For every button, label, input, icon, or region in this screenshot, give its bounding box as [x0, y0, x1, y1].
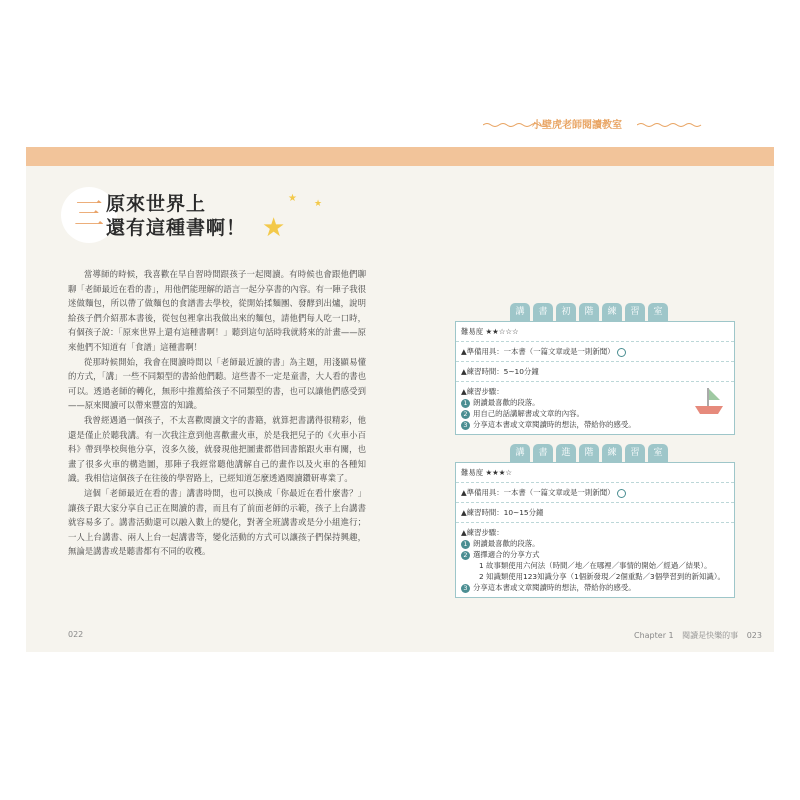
step-number-icon: 2	[461, 551, 470, 560]
practice-card-basic	[455, 321, 735, 435]
card2-tabs	[510, 444, 668, 462]
tools-text: ▲準備用具：一本書（一篇文章或是一則新聞）	[461, 347, 615, 356]
step-item	[461, 538, 729, 549]
practice-card-advanced	[455, 462, 735, 598]
difficulty: 難易度 ★★☆☆☆	[456, 322, 734, 342]
tab: 室	[648, 444, 668, 462]
small-star-icon: ★	[314, 199, 323, 209]
page-title	[106, 192, 246, 240]
step-item	[461, 408, 729, 419]
paragraph: 這個「老師最近在看的書」講書時間，也可以換成「你最近在看什麼書？」讓孩子跟大家分享自己正在閱讀的書，而且有了前面老師的示範，孩子上台講書就容易多了。講書活動還可以融入數上的變化，對著全班講書或是分小組進行；一人上台講書、兩人上台一起講書等，變化活動的方式可以讓孩子們保持興趣，無論是講書或是聽書都有不同的收穫。	[68, 487, 366, 557]
clock-icon	[617, 489, 626, 498]
tools-row	[456, 483, 734, 503]
paragraph: 從那時候開始，我會在閱讀時間以「老師最近讀的書」為主題，用淺顯易懂的方式，「講」一些不同類型的書給他們聽。這些書不一定是童書，大人看的書也可以。透過老師的轉化，無形中推薦給孩子不同類型的書，也可以讓他們感受到——原來閱讀可以帶來豐富的知識。	[68, 356, 366, 411]
large-star-icon: ★	[262, 213, 286, 243]
tab: 階	[579, 303, 599, 321]
tools-text: ▲準備用具：一本書（一篇文章或是一則新聞）	[461, 488, 615, 497]
tab: 進	[556, 444, 576, 462]
time-row: ▲練習時間：5~10分鐘	[456, 362, 734, 382]
paragraph: 當導師的時候，我喜歡在早自習時間跟孩子一起閱讀。有時候也會跟他們聊聊「老師最近在看的書」，用他們能理解的語言一起分享書的內容。有一陣子我很迷做麵包，所以帶了做麵包的食譜書去學校，從開始揉麵團、發酵到出爐，說明給孩子們介紹那本書後，從包包裡拿出我做出來的麵包，請他們每人吃一口時，有個孩子說：「原來世界上還有這種書啊！」聽到這句話時我就將來的計畫——原來他們不知道有「食譜」這種書啊！	[68, 269, 366, 352]
body-text	[68, 267, 366, 559]
step-text: 朗讀最喜歡的段落。	[473, 539, 540, 548]
tab: 練	[602, 444, 622, 462]
steps-label: ▲練習步驟：	[461, 387, 504, 396]
tab: 書	[533, 303, 553, 321]
steps-row	[456, 523, 734, 597]
sub-step: 2 知識類使用123知識分享（1個新發現／2個重點／3個學習到的新知識）。	[479, 572, 725, 581]
tab: 講	[510, 444, 530, 462]
tab: 室	[648, 303, 668, 321]
step-number-icon: 1	[461, 399, 470, 408]
clock-icon	[617, 348, 626, 357]
step-text: 分享這本書或文章閱讀時的想法，帶給你的感受。	[473, 420, 636, 429]
step-text: 分享這本書或文章閱讀時的想法，帶給你的感受。	[473, 583, 636, 592]
footer-chapter: Chapter 1	[634, 631, 674, 640]
step-number-icon: 2	[461, 410, 470, 419]
section-title	[455, 116, 695, 132]
chapter-number-badge: 三	[61, 187, 117, 243]
steps-label: ▲練習步驟：	[461, 528, 504, 537]
step-item	[461, 419, 729, 430]
step-item	[461, 549, 729, 560]
small-star-icon: ★	[288, 193, 297, 204]
tab: 練	[602, 303, 622, 321]
step-text: 用自己的話講解書或文章的內容。	[473, 409, 584, 418]
step-number-icon: 3	[461, 421, 470, 430]
step-item	[461, 582, 729, 593]
tools-row	[456, 342, 734, 362]
tab: 講	[510, 303, 530, 321]
time-row: ▲練習時間：10~15分鐘	[456, 503, 734, 523]
tab: 習	[625, 444, 645, 462]
steps-row	[456, 382, 734, 434]
footer-right	[628, 630, 762, 641]
wave-decoration-icon	[637, 122, 705, 128]
card1-tabs	[510, 303, 668, 321]
step-text: 朗讀最喜歡的段落。	[473, 398, 540, 407]
sub-step: 1 故事類使用六何法（時間／地／在哪裡／事情的開始／經過／結果）。	[479, 561, 712, 570]
footer-title: 閱讀是快樂的事	[682, 631, 739, 640]
page-number-left: 022	[68, 630, 84, 639]
section-title-label: 小壁虎老師閱讀教室	[532, 120, 622, 131]
page-number-right: 023	[746, 631, 762, 640]
step-text: 選擇適合的分享方式	[473, 550, 540, 559]
step-number-icon: 3	[461, 584, 470, 593]
step-item	[461, 397, 729, 408]
title-line-1: 原來世界上	[106, 193, 207, 215]
tab: 初	[556, 303, 576, 321]
tab: 習	[625, 303, 645, 321]
tab: 書	[533, 444, 553, 462]
sailboat-icon	[692, 386, 726, 416]
step-number-icon: 1	[461, 540, 470, 549]
paragraph: 我曾經遇過一個孩子，不太喜歡閱讀文字的書籍，就算把書講得很精彩，他還是僅止於聽我講。有一次我注意到他喜歡畫火車，於是我把兒子的《火車小百科》帶到學校與他分享，沒多久後，就發現他把圖畫都借回書館跟火車有關，也畫了很多火車的構造圖，那陣子我經常聽他講解自己的畫作以及火車的各種知識。我相信這個孩子在往後的學習路上，已經知道怎麼透過閱讀鑽研專業了。	[68, 414, 366, 484]
top-color-bar	[26, 147, 774, 166]
tab: 階	[579, 444, 599, 462]
title-line-2: 還有這種書啊！	[106, 217, 247, 239]
difficulty: 難易度 ★★★☆	[456, 463, 734, 483]
